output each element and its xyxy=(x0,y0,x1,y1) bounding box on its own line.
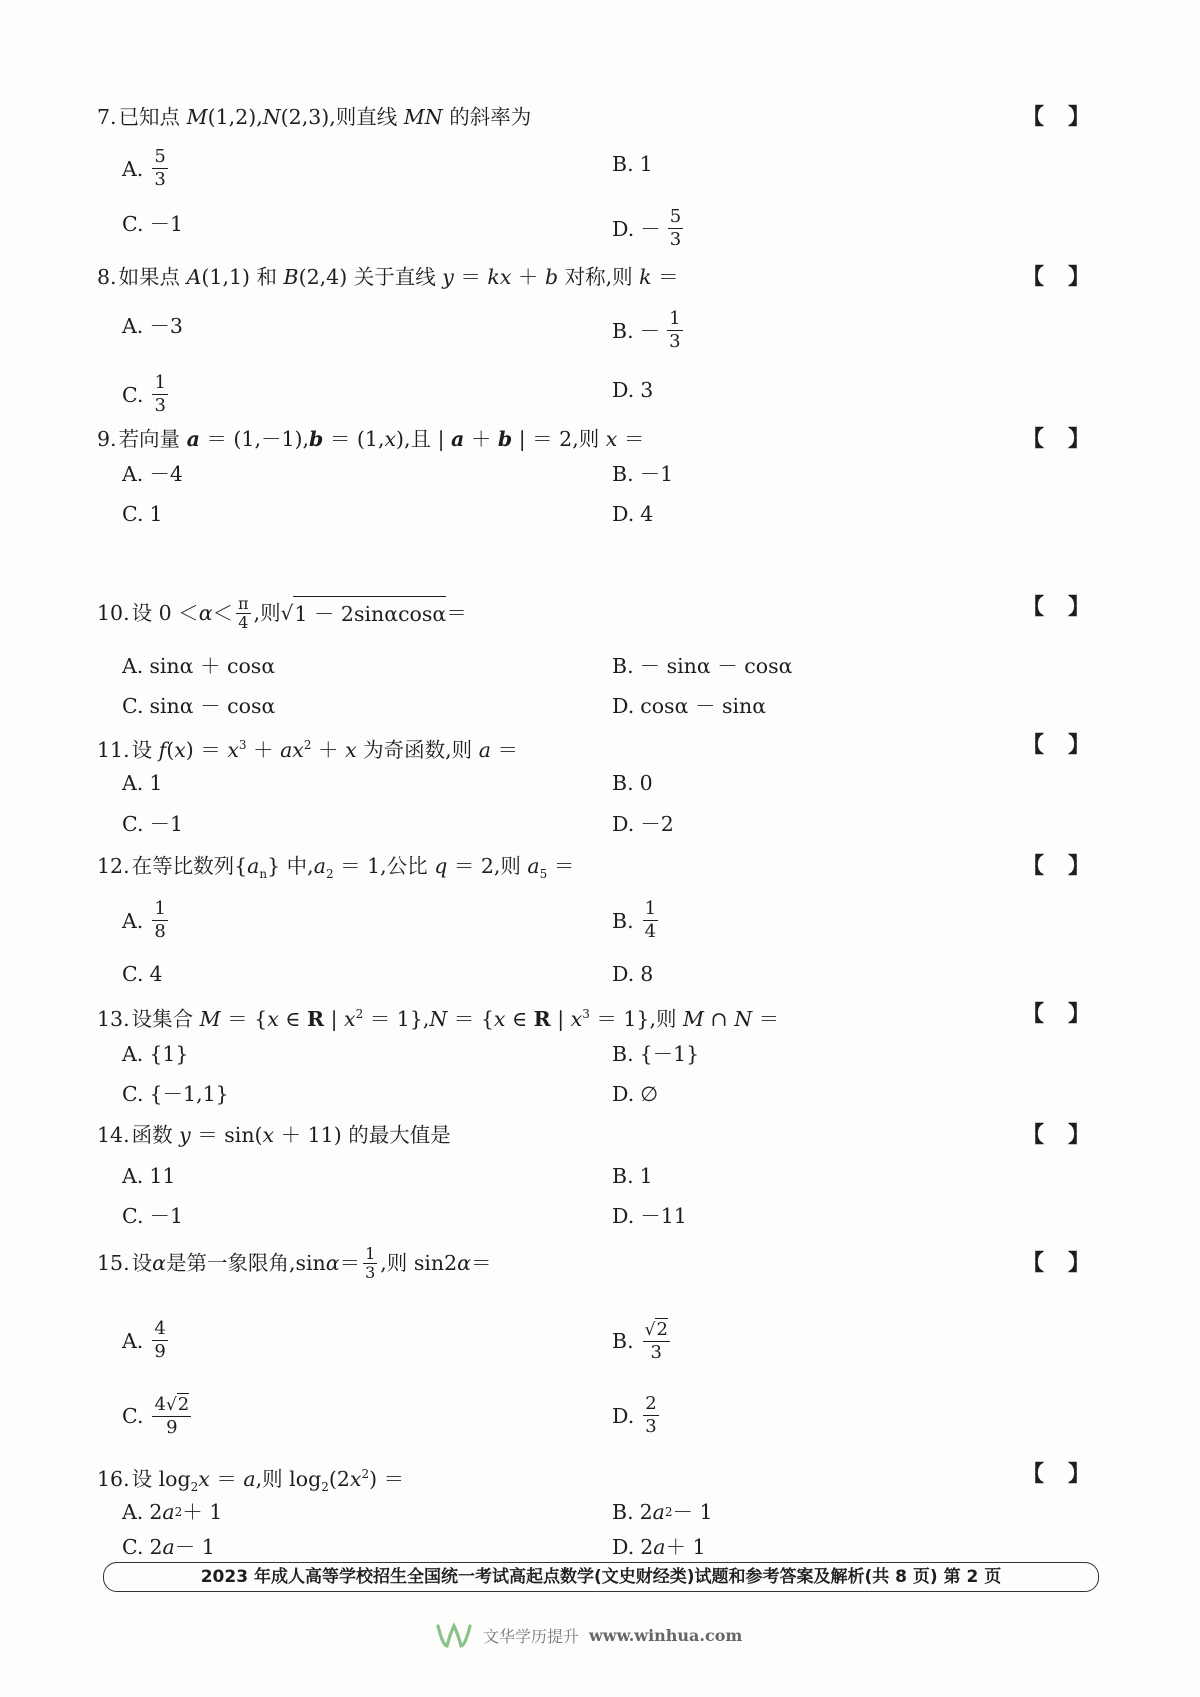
answer-bracket: 【】 xyxy=(1022,104,1115,130)
question-9-option-a: A. －4 xyxy=(122,462,183,486)
question-11-option-d: D. －2 xyxy=(612,812,674,836)
question-16-option-c: C. 2 a － 1 xyxy=(122,1535,215,1559)
question-10-stem: 10. 设 0 ＜ α ＜ $\frac{\pi}{4}$ ,则 √ 1 － 2sinαcosα ＝ xyxy=(97,593,467,632)
question-11-option-c: C. －1 xyxy=(122,812,184,836)
question-13-stem: 13.设集合 M ＝ {x ∈ R | $x^2 = 1\},N = \{x$ ∈ R | $x^3 = 1$},则 M ∩ N ＝ xyxy=(97,1006,780,1031)
question-10-option-a: A. sinα ＋ cosα xyxy=(122,654,276,678)
question-16-stem: 16.设 $\log_2x = a$,则 $\log_2(2x^2)$ ＝ xyxy=(97,1466,405,1494)
question-15-stem: 15. 设 α 是第一象限角,sin α ＝ $\frac{1}{3}$ ,则 sin2 α ＝ xyxy=(97,1243,492,1282)
question-8-option-b: B. － $\frac{1}{3}$ xyxy=(612,308,681,352)
question-7-option-b: B. 1 xyxy=(612,152,653,176)
question-11-stem: 11.设 $f(x) = x^3 + ax^2 + x$ 为奇函数,则 a ＝ xyxy=(97,737,518,762)
question-15-option-c: C. $\frac{4√2}{9}$ xyxy=(122,1394,190,1438)
watermark-url: www.winhua.com xyxy=(589,1625,743,1645)
question-7-option-d: D. － $\frac{5}{3}$ xyxy=(612,206,682,250)
question-15-option-d: D. $\frac{2}{3}$ xyxy=(612,1393,657,1437)
question-7-stem: 7.已知点 M(1,2),N(2,3),则直线 MN 的斜率为 xyxy=(97,105,532,129)
question-12-option-b: B. $\frac{1}{4}$ xyxy=(612,898,657,942)
answer-bracket: 【】 xyxy=(1022,594,1115,620)
question-14-option-b: B. 1 xyxy=(612,1164,653,1188)
answer-bracket: 【】 xyxy=(1022,1122,1115,1148)
question-13-option-b: B. {－1} xyxy=(612,1042,700,1066)
question-14-stem: 14.函数 y ＝ sin(x ＋ 11) 的最大值是 xyxy=(97,1123,451,1147)
answer-bracket: 【】 xyxy=(1022,1001,1115,1027)
question-12-stem: 12.在等比数列$\{a_n\}$ 中$,a_2 = 1$,公比 q ＝ 2,则 $a_5$ ＝ xyxy=(97,854,575,882)
winhua-logo-icon xyxy=(435,1620,473,1650)
question-14-option-c: C. －1 xyxy=(122,1204,184,1228)
answer-bracket: 【】 xyxy=(1022,853,1115,879)
question-11-option-a: A. 1 xyxy=(122,771,163,795)
question-10-option-d: D. cosα － sinα xyxy=(612,694,767,718)
answer-bracket: 【】 xyxy=(1022,1250,1115,1276)
question-15-option-a: A. $\frac{4}{9}$ xyxy=(122,1318,166,1362)
question-8-option-a: A. －3 xyxy=(122,314,183,338)
page-footer: 2023 年成人高等学校招生全国统一考试高起点数学(文史财经类)试题和参考答案及解析(共 8 页) 第 2 页 xyxy=(103,1562,1099,1592)
question-9-option-c: C. 1 xyxy=(122,502,163,526)
question-16-option-a: A. 2 a 2 ＋ 1 xyxy=(122,1500,223,1524)
question-8-option-c: C. $\frac{1}{3}$ xyxy=(122,372,166,416)
question-8-stem: 8.如果点 A(1,1) 和 B(2,4) 关于直线 y ＝ kx ＋ b 对称,则 k ＝ xyxy=(97,265,679,289)
question-10-option-b: B. － sinα － cosα xyxy=(612,654,793,678)
question-9-option-d: D. 4 xyxy=(612,502,654,526)
answer-bracket: 【】 xyxy=(1022,1461,1115,1487)
answer-bracket: 【】 xyxy=(1022,264,1115,290)
question-7-option-a: A. $\frac{5}{3}$ xyxy=(122,146,166,190)
question-16-option-b: B. 2 a 2 － 1 xyxy=(612,1500,713,1524)
watermark-brand: 文华学历提升 xyxy=(483,1626,580,1646)
question-9-option-b: B. －1 xyxy=(612,462,674,486)
question-9-stem: 9.若向量 a ＝ (1,－1),b ＝ (1,x),且 | a ＋ b | ＝ 2,则 x ＝ xyxy=(97,427,645,451)
answer-bracket: 【】 xyxy=(1022,732,1115,758)
question-11-option-b: B. 0 xyxy=(612,771,653,795)
watermark xyxy=(435,1618,742,1652)
answer-bracket: 【】 xyxy=(1022,426,1115,452)
question-12-option-d: D. 8 xyxy=(612,962,654,986)
question-10-option-c: C. sinα － cosα xyxy=(122,694,276,718)
question-12-option-c: C. 4 xyxy=(122,962,163,986)
question-13-option-a: A. {1} xyxy=(122,1042,189,1066)
question-16-option-d: D. 2 a ＋ 1 xyxy=(612,1535,706,1559)
question-14-option-a: A. 11 xyxy=(122,1164,176,1188)
question-15-option-b: B. $\frac{√2}{3}$ xyxy=(612,1319,668,1363)
question-14-option-d: D. －11 xyxy=(612,1204,687,1228)
question-13-option-c: C. {－1,1} xyxy=(122,1082,229,1106)
question-8-option-d: D. 3 xyxy=(612,378,654,402)
question-12-option-a: A. $\frac{1}{8}$ xyxy=(122,898,166,942)
question-13-option-d: D. ∅ xyxy=(612,1082,659,1106)
question-7-option-c: C. －1 xyxy=(122,212,184,236)
